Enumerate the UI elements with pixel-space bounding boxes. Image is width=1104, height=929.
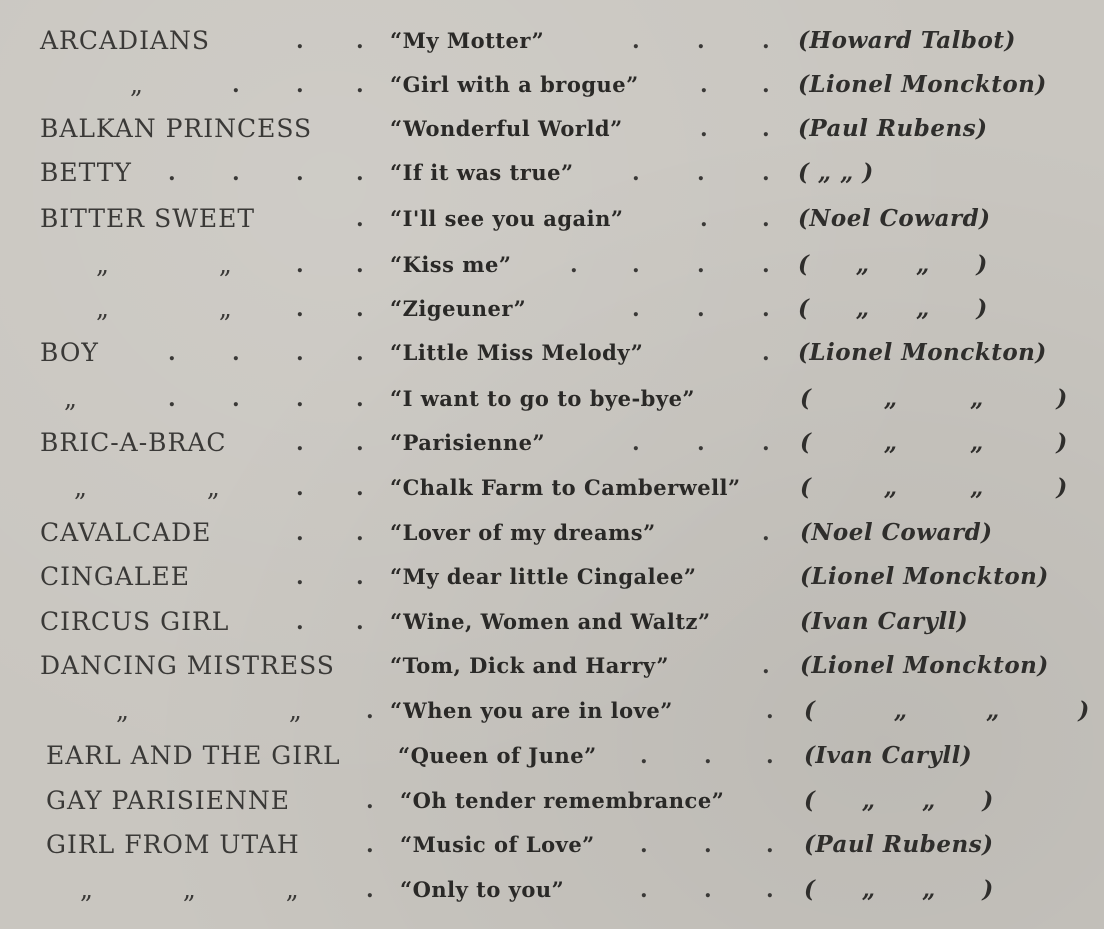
list-item [0, 331, 1104, 375]
leader-dot: . [356, 386, 364, 412]
song-title: “Chalk Farm to Camberwell” [390, 475, 741, 500]
leader-dot: . [704, 743, 712, 769]
list-item [0, 63, 1104, 107]
leader-dot: . [366, 698, 374, 724]
leader-dot: . [296, 564, 304, 590]
leader-dot: . [356, 160, 364, 186]
composer-name: ( „ „ ) [798, 251, 988, 278]
leader-dot: . [700, 206, 708, 232]
show-title: CIRCUS GIRL [40, 607, 230, 636]
leader-dot: . [296, 520, 304, 546]
song-title: “Wonderful World” [390, 116, 623, 141]
show-title: CAVALCADE [40, 518, 212, 547]
composer-name: (Ivan Caryll) [800, 608, 969, 635]
leader-dot: . [356, 430, 364, 456]
ditto-mark: „ „ [74, 473, 221, 502]
composer-name: ( „ „ ) [804, 876, 994, 903]
song-title: “My Motter” [390, 28, 545, 53]
leader-dot: . [296, 28, 304, 54]
leader-dot: . [766, 832, 774, 858]
song-title: “Kiss me” [390, 252, 512, 277]
leader-dot: . [356, 28, 364, 54]
leader-dot: . [640, 877, 648, 903]
leader-dot: . [697, 252, 705, 278]
leader-dot: . [356, 206, 364, 232]
leader-dot: . [356, 72, 364, 98]
song-title: “Music of Love” [400, 832, 595, 857]
composer-name: ( „ „ ) [804, 697, 1090, 724]
leader-dot: . [697, 160, 705, 186]
ditto-mark: „ [130, 70, 144, 99]
composer-name: (Paul Rubens) [804, 831, 994, 858]
ditto-mark: „ „ [96, 250, 233, 279]
leader-dot: . [296, 430, 304, 456]
song-title: “Zigeuner” [390, 296, 527, 321]
leader-dot: . [762, 653, 770, 679]
composer-name: ( „ „ ) [800, 385, 1068, 412]
leader-dot: . [762, 252, 770, 278]
leader-dot: . [366, 788, 374, 814]
show-title: BETTY [40, 158, 132, 187]
leader-dot: . [366, 877, 374, 903]
leader-dot: . [766, 698, 774, 724]
leader-dot: . [366, 832, 374, 858]
show-title: EARL AND THE GIRL [46, 741, 341, 770]
show-title: BOY [40, 338, 99, 367]
leader-dot: . [766, 743, 774, 769]
leader-dot: . [296, 386, 304, 412]
leader-dot: . [570, 252, 578, 278]
song-title: “I'll see you again” [390, 206, 624, 231]
leader-dot: . [704, 877, 712, 903]
list-item [0, 466, 1104, 510]
leader-dot: . [762, 160, 770, 186]
list-item [0, 823, 1104, 867]
leader-dot: . [766, 877, 774, 903]
song-title: “Only to you” [400, 877, 565, 902]
composer-name: ( „ „ ) [798, 295, 988, 322]
leader-dot: . [697, 296, 705, 322]
leader-dot: . [296, 609, 304, 635]
list-item [0, 197, 1104, 241]
leader-dot: . [356, 564, 364, 590]
leader-dot: . [296, 340, 304, 366]
song-title: “When you are in love” [390, 698, 673, 723]
leader-dot: . [632, 160, 640, 186]
show-title: BRIC-A-BRAC [40, 428, 227, 457]
list-item [0, 377, 1104, 421]
list-item [0, 868, 1104, 912]
song-title: “I want to go to bye-bye” [390, 386, 696, 411]
leader-dot: . [356, 520, 364, 546]
composer-name: ( „ „ ) [798, 159, 874, 186]
composer-name: ( „ „ ) [804, 787, 994, 814]
leader-dot: . [168, 340, 176, 366]
leader-dot: . [762, 116, 770, 142]
composer-name: (Noel Coward) [800, 519, 993, 546]
leader-dot: . [296, 296, 304, 322]
composer-name: ( „ „ ) [800, 429, 1068, 456]
composer-name: (Paul Rubens) [798, 115, 988, 142]
song-title: “Lover of my dreams” [390, 520, 656, 545]
leader-dot: . [168, 160, 176, 186]
song-title: “Wine, Women and Waltz” [390, 609, 711, 634]
song-title: “If it was true” [390, 160, 574, 185]
list-item [0, 151, 1104, 195]
leader-dot: . [762, 28, 770, 54]
list-item [0, 511, 1104, 555]
list-item [0, 779, 1104, 823]
leader-dot: . [697, 430, 705, 456]
leader-dot: . [632, 252, 640, 278]
show-title: GAY PARISIENNE [46, 786, 290, 815]
ditto-mark: „ [64, 384, 78, 413]
list-item [0, 19, 1104, 63]
leader-dot: . [168, 386, 176, 412]
composer-name: ( „ „ ) [800, 474, 1068, 501]
leader-dot: . [762, 206, 770, 232]
leader-dot: . [356, 252, 364, 278]
list-item [0, 555, 1104, 599]
leader-dot: . [697, 28, 705, 54]
leader-dot: . [704, 832, 712, 858]
show-title: BALKAN PRINCESS [40, 114, 313, 143]
leader-dot: . [356, 340, 364, 366]
leader-dot: . [632, 430, 640, 456]
list-item [0, 644, 1104, 688]
show-title: DANCING MISTRESS [40, 651, 335, 680]
leader-dot: . [632, 28, 640, 54]
leader-dot: . [762, 296, 770, 322]
leader-dot: . [762, 520, 770, 546]
leader-dot: . [632, 296, 640, 322]
song-title: “Tom, Dick and Harry” [390, 653, 669, 678]
leader-dot: . [356, 296, 364, 322]
leader-dot: . [296, 252, 304, 278]
leader-dot: . [700, 72, 708, 98]
song-title: “Oh tender remembrance” [400, 788, 725, 813]
list-item [0, 107, 1104, 151]
leader-dot: . [296, 475, 304, 501]
composer-name: (Howard Talbot) [798, 27, 1016, 54]
list-item [0, 600, 1104, 644]
leader-dot: . [232, 72, 240, 98]
leader-dot: . [296, 160, 304, 186]
song-title: “My dear little Cingalee” [390, 564, 697, 589]
list-item [0, 421, 1104, 465]
composer-name: (Ivan Caryll) [804, 742, 973, 769]
composer-name: (Lionel Monckton) [800, 563, 1049, 590]
leader-dot: . [640, 743, 648, 769]
leader-dot: . [762, 340, 770, 366]
list-item [0, 689, 1104, 733]
song-title: “Little Miss Melody” [390, 340, 644, 365]
composer-name: (Lionel Monckton) [798, 339, 1047, 366]
leader-dot: . [232, 386, 240, 412]
show-title: GIRL FROM UTAH [46, 830, 300, 859]
composer-name: (Lionel Monckton) [798, 71, 1047, 98]
list-item [0, 243, 1104, 287]
list-item [0, 734, 1104, 778]
leader-dot: . [232, 340, 240, 366]
song-title: “Girl with a brogue” [390, 72, 639, 97]
song-title: “Parisienne” [390, 430, 546, 455]
song-title: “Queen of June” [398, 743, 597, 768]
leader-dot: . [356, 609, 364, 635]
list-item [0, 287, 1104, 331]
leader-dot: . [232, 160, 240, 186]
show-title: CINGALEE [40, 562, 191, 591]
leader-dot: . [762, 72, 770, 98]
ditto-mark: „ „ [96, 294, 233, 323]
leader-dot: . [762, 430, 770, 456]
composer-name: (Lionel Monckton) [800, 652, 1049, 679]
leader-dot: . [296, 72, 304, 98]
ditto-mark: „ „ [116, 696, 303, 725]
show-title: BITTER SWEET [40, 204, 256, 233]
ditto-mark: „ „ „ [80, 875, 300, 904]
leader-dot: . [700, 116, 708, 142]
leader-dot: . [640, 832, 648, 858]
composer-name: (Noel Coward) [798, 205, 991, 232]
show-title: ARCADIANS [40, 26, 211, 55]
leader-dot: . [356, 475, 364, 501]
